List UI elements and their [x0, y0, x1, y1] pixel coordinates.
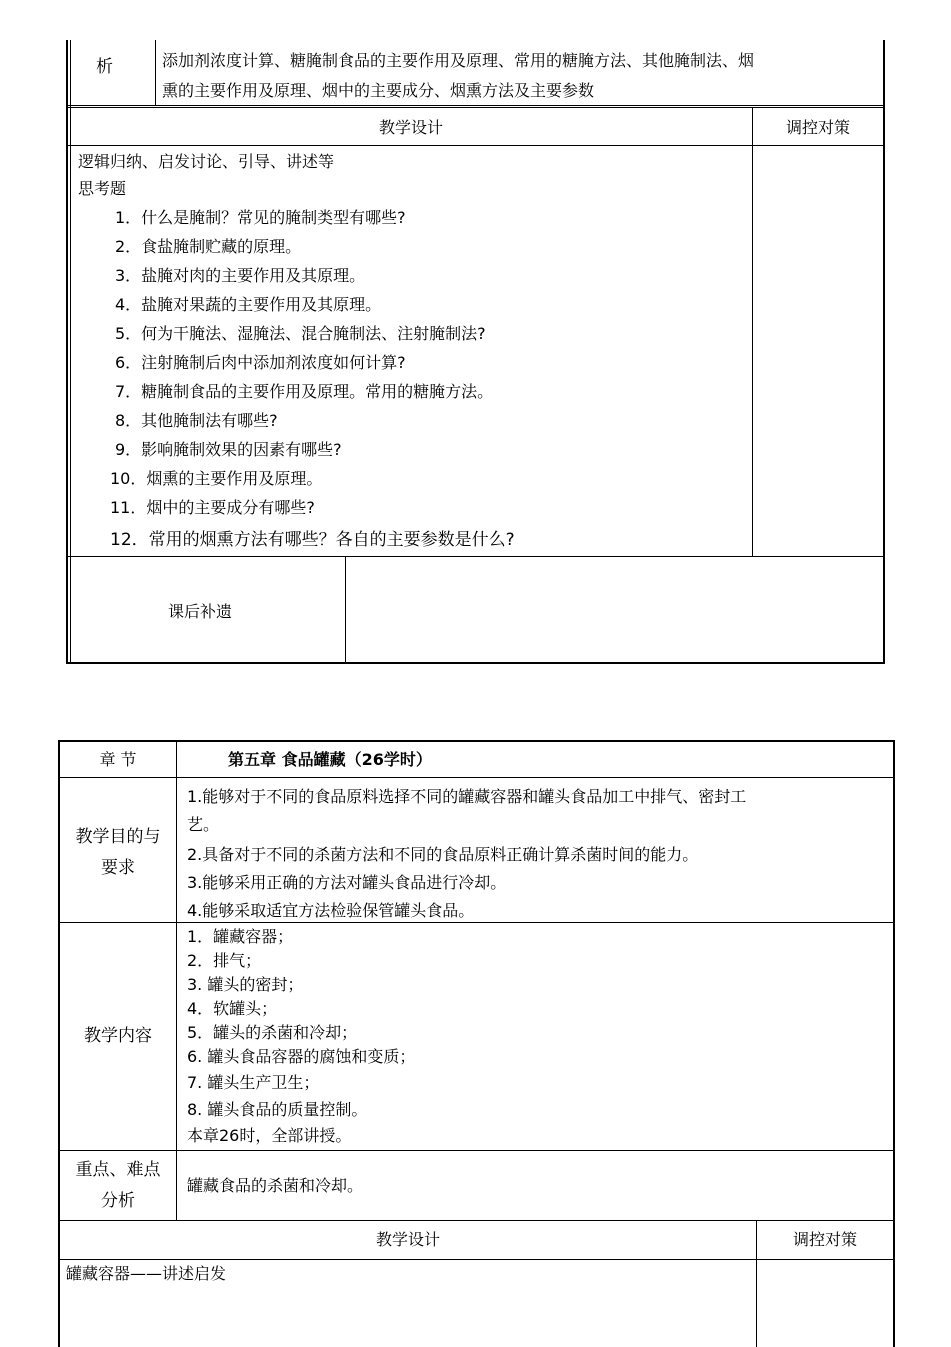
chapter-label: 章 节 [99, 750, 137, 769]
design-first-line: 罐藏容器——讲述启发 [66, 1264, 227, 1283]
method-line: 逻辑归纳、启发讨论、引导、讲述等 [78, 152, 335, 171]
content-line: 4．软罐头； [187, 999, 278, 1018]
content-line: 本章26时，全部讲授。 [187, 1126, 352, 1145]
goals-label: 要求 [101, 858, 135, 878]
key-label: 重点、难点 [75, 1160, 161, 1180]
design-header: 教学设计 [375, 1230, 440, 1249]
goals-label: 教学目的与 [75, 827, 161, 847]
chapter-title: 第五章 食品罐藏（26学时） [228, 750, 432, 769]
content-line: 5．罐头的杀菌和冷却； [187, 1023, 358, 1042]
question-item: 7．糖腌制食品的主要作用及原理。常用的糖腌方法。 [115, 382, 494, 401]
content-label: 教学内容 [84, 1026, 152, 1046]
content-line: 7. 罐头生产卫生； [187, 1073, 320, 1092]
question-item: 5．何为干腌法、湿腌法、混合腌制法、注射腌制法? [115, 324, 486, 343]
analysis-label: 析 [96, 57, 113, 77]
goals-line: 2.具备对于不同的杀菌方法和不同的食品原料正确计算杀菌时间的能力。 [187, 845, 699, 864]
question-item: 2．食盐腌制贮藏的原理。 [115, 237, 302, 256]
goals-line: 4.能够采取适宜方法检验保管罐头食品。 [187, 901, 475, 920]
analysis-line-1: 添加剂浓度计算、糖腌制食品的主要作用及原理、常用的糖腌方法、其他腌制法、烟 [162, 51, 755, 70]
content-line: 8. 罐头食品的质量控制。 [187, 1100, 368, 1119]
question-item: 11．烟中的主要成分有哪些? [110, 498, 315, 517]
goals-line: 艺。 [187, 815, 220, 834]
question-item: 6．注射腌制后肉中添加剂浓度如何计算? [115, 353, 406, 372]
question-item: 10．烟熏的主要作用及原理。 [110, 469, 323, 488]
content-line: 6. 罐头食品容器的腐蚀和变质； [187, 1047, 416, 1066]
control-header: 调控对策 [785, 118, 850, 137]
question-item: 4．盐腌对果蔬的主要作用及其原理。 [115, 295, 382, 314]
key-text: 罐藏食品的杀菌和冷却。 [187, 1176, 364, 1195]
question-item: 12．常用的烟熏方法有哪些？各自的主要参数是什么? [110, 530, 515, 550]
content-line: 3. 罐头的密封； [187, 975, 304, 994]
supplement-label: 课后补遗 [168, 602, 233, 621]
question-item: 3．盐腌对肉的主要作用及其原理。 [115, 266, 366, 285]
content-line: 2．排气； [187, 951, 262, 970]
goals-line: 1.能够对于不同的食品原料选择不同的罐藏容器和罐头食品加工中排气、密封工 [187, 787, 747, 806]
questions-title: 思考题 [78, 179, 127, 198]
goals-line: 3.能够采用正确的方法对罐头食品进行冷却。 [187, 873, 507, 892]
key-label: 分析 [101, 1191, 135, 1211]
question-item: 1．什么是腌制？常见的腌制类型有哪些? [115, 208, 406, 227]
question-item: 8．其他腌制法有哪些? [115, 411, 278, 430]
analysis-line-2: 熏的主要作用及原理、烟中的主要成分、烟熏方法及主要参数 [162, 81, 595, 100]
content-line: 1．罐藏容器； [187, 927, 294, 946]
question-item: 9．影响腌制效果的因素有哪些? [115, 440, 342, 459]
design-header: 教学设计 [378, 118, 443, 137]
control-header: 调控对策 [792, 1230, 857, 1249]
